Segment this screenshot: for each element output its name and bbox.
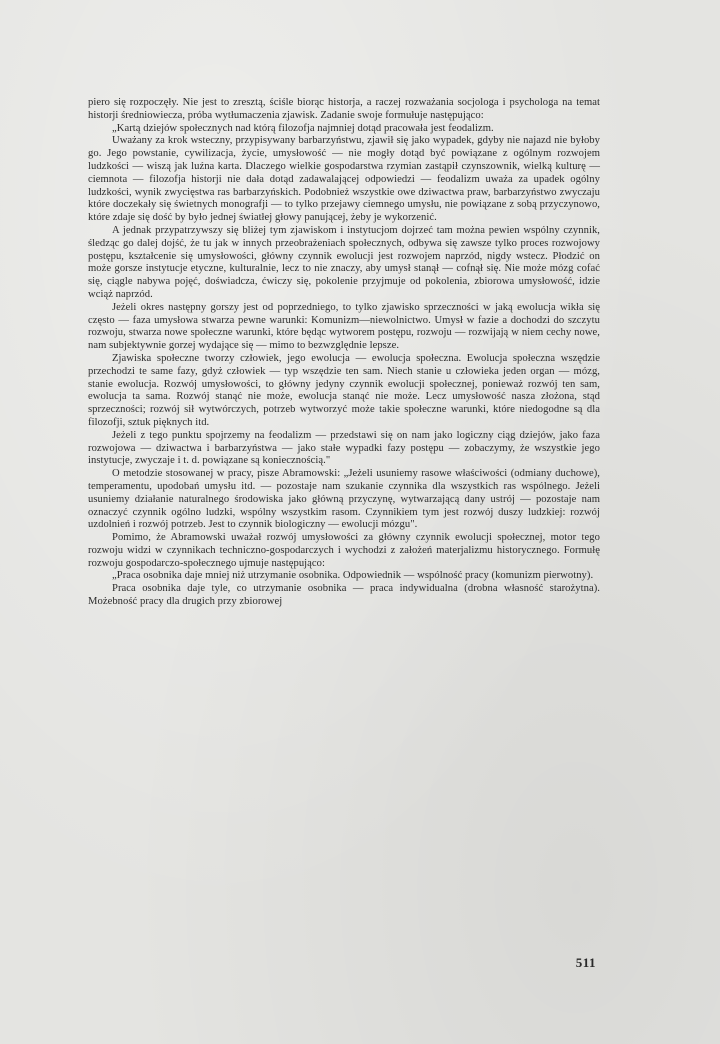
paragraph: O metodzie stosowanej w pracy, pisze Abramowski: „Jeżeli usuniemy rasowe właściwości (odmiany duchowe), temperamentu, upodobań umysłu itd. — pozostaje nam szukanie czynnika dla wszystkich ras wspólnego. Jeżeli usuniemy działanie naturalnego środowiska jako główną przyczynę, wytwarzającą dany ustrój — pozostaje nam oznaczyć czynnik ogólno ludzki, wspólny wszystkim rasom. Czynnikiem tym jest rozwój duszy ludzkiej: rozwój uzdolnień i rozwój potrzeb. Jest to czynnik biologiczny — ewolucji mózgu". — [88, 468, 600, 531]
paragraph: „Kartą dziejów społecznych nad którą filozofja najmniej dotąd pracowała jest feodalizm. — [112, 122, 494, 134]
body-text — [88, 97, 600, 609]
paragraph: Pomimo, że Abramowski uważał rozwój umysłowości za główny czynnik ewolucji społecznej, motor tego rozwoju widzi w czynnikach techniczno-gospodarczych i wychodzi z założeń materjalizmu historycznego. Formułę rozwoju gospodarczo-społecznego ujmuje następująco: — [88, 532, 600, 569]
paragraph: „Praca osobnika daje mniej niż utrzymanie osobnika. Odpowiednik — wspólność pracy (komunizm pierwotny). — [112, 570, 594, 582]
paragraph: Uważany za krok wsteczny, przypisywany barbarzyństwu, zjawił się jako wypadek, gdyby nie najazd nie byłoby go. Jego powstanie, cywilizacja, życie, umysłowość — nie mogły dotąd być powiązane z ogólnym rozwojem ludzkości — wiszą jak luźna karta. Dlaczego wielkie gospodarstwa rzymian zastąpił czynszownik, wielką kulturę — ciemnota — filozofja historji nie dała dotąd zadawalającej odpowiedzi — feodalizm uważa za upadek ogólny ludzkości, wynik zwycięstwa ras barbarzyńskich. Podobnież wszystkie owe dziwactwa praw, barbarzyństwo zwyczaju które doczekały się świetnych monografji — to tylko przejawy ciemnego umysłu, nie powiązane z sobą przyczynowo, które zdaje się dość by było jednej światłej głowy panującej, żeby je wykorzenić. — [88, 135, 600, 224]
paragraph: Zjawiska społeczne tworzy człowiek, jego ewolucja — ewolucja społeczna. Ewolucja społeczna wszędzie przechodzi te same fazy, gdyż człowiek — typ wszędzie ten sam. Niech stanie u człowieka jeden organ — mózg, stanie ewolucja. Rozwój umysłowości, to główny jedyny czynnik ewolucji społecznej, ponieważ rozwój ten sam, ewolucja ta sama. Rozwój stanąć nie może, ewolucja stanąć nie może. Lecz umysłowość nasza złożona, stąd sprzeczności; rozwój sił wytwórczych, potrzeb wytworzyć może takie społeczne warunki, które niedogodne są dla filozofji, sztuk pięknych itd. — [88, 352, 600, 428]
page-number: 511 — [575, 955, 596, 970]
paragraph: A jednak przypatrzywszy się bliżej tym zjawiskom i instytucjom dojrzeć tam można pewien wspólny czynnik, śledząc go dalej dojść, że tu jak w innych przeobrażeniach społecznych, odbywa się zawsze tylko proces rozwojowy postępu, kształcenie się umysłowości, główny czynnik ewolucji jest rozwojem naprzód, nigdy wstecz. Płodzić on może gorsze instytucje etyczne, kulturalnie, lecz to nie znaczy, aby umysł stanął — cofnął się. Nie może mózg cofać się, ciągle nabywa pojęć, doświadcza, ćwiczy się, pokolenie przyjmuje od pokolenia, zbiorowa umysłowość, idzie wciąż naprzód. — [88, 224, 600, 300]
paragraph: piero się rozpoczęły. Nie jest to zresztą, ściśle biorąc historja, a raczej rozważania socjologa i psychologa na temat historji średniowiecza, próba wytłumaczenia zjawisk. Zadanie swoje formułuje następująco: — [88, 97, 600, 121]
paragraph: Praca osobnika daje tyle, co utrzymanie osobnika — praca indywidualna (drobna własność starożytna). Możebność pracy dla drugich przy zbiorowej — [88, 583, 600, 608]
paragraph: Jeżeli z tego punktu spojrzemy na feodalizm — przedstawi się on nam jako logiczny ciąg dziejów, jako faza rozwojowa — dziwactwa i barbarzyństwa — jako stałe wypadki fazy postępu — zobaczymy, że wszystkie jego instytucje, zwyczaje i t. d. powiązane są koniecznością." — [88, 429, 600, 467]
paragraph: Jeżeli okres następny gorszy jest od poprzedniego, to tylko zjawisko sprzeczności w jaką ewolucja wikła się często — faza umysłowa stwarza pewne warunki: Komunizm—niewolnictwo. Umysł w fazie a dochodzi do szczytu rozwoju, stwarza nowe społeczne warunki, które będąc wytworem postępu, rozwoju — rozwijają w niem cechy nowe, nam subjektywnie gorzej wydające się — mimo to bezwzględnie lepsze. — [88, 301, 600, 352]
